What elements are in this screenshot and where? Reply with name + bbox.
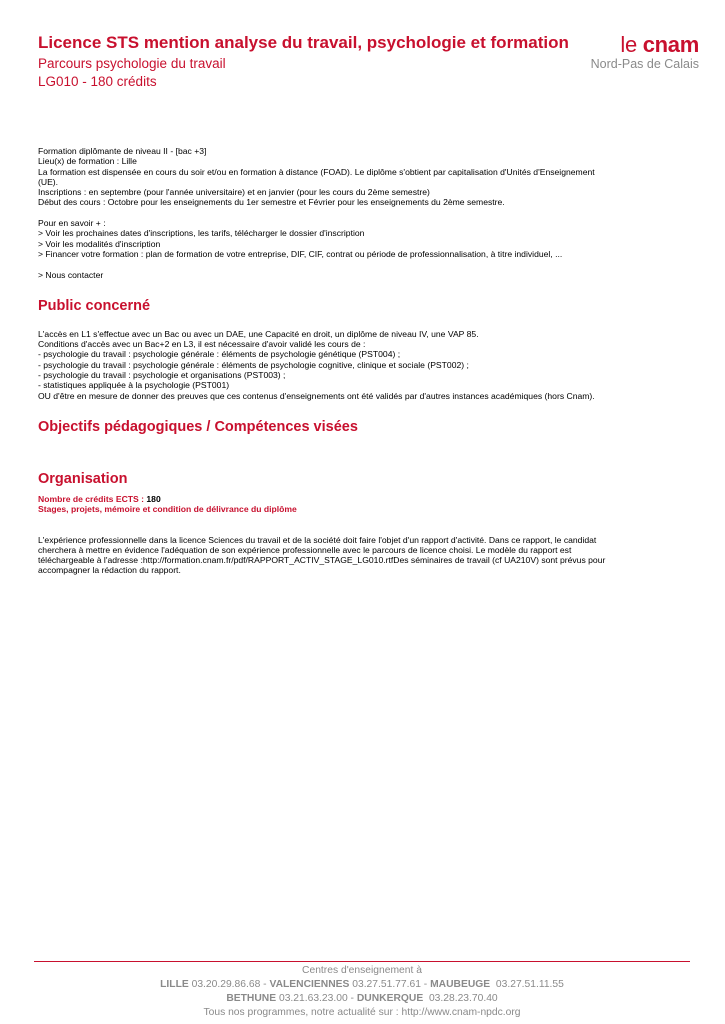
organisation-block xyxy=(38,535,688,576)
page-subtitle-parcours: Parcours psychologie du travail xyxy=(38,56,226,71)
organisation-line: L'expérience professionnelle dans la licence Sciences du travail et de la société doit faire l'objet d'un rapport d'activité. Dans ce rapport, le candidat xyxy=(38,534,597,545)
public-line: - psychologie du travail : psychologie et organisations (PST003) ; xyxy=(38,370,286,381)
footer-tel-lille: 03.20.29.86.68 - xyxy=(188,979,270,990)
link-inscriptions[interactable]: > Voir les prochaines dates d'inscriptions, les tarifs, télécharger le dossier d'inscription xyxy=(38,228,365,239)
footer-centres-heading: Centres d'enseignement à xyxy=(302,965,422,976)
footer-city-lille: LILLE xyxy=(160,979,189,990)
link-financer[interactable]: > Financer votre formation : plan de formation de votre entreprise, DIF, CIF, contrat ou période de professionnalisation, à titre individuel, ... xyxy=(38,248,563,259)
public-block xyxy=(38,329,688,401)
cnam-logo xyxy=(591,34,699,71)
link-modalites[interactable]: > Voir les modalités d'inscription xyxy=(38,238,161,249)
link-contact[interactable]: > Nous contacter xyxy=(38,269,104,280)
footer-contacts-line2 xyxy=(34,992,690,1006)
footer-contacts-line1 xyxy=(34,978,690,992)
intro-block xyxy=(38,146,688,208)
public-line: OU d'être en mesure de donner des preuves que ces contenus d'enseignements ont été validés par d'autres instances académiques (hors Cnam). xyxy=(38,390,595,401)
footer-tel-maubeuge: 03.27.51.11.55 xyxy=(490,979,564,990)
page-subtitle-code: LG010 - 180 crédits xyxy=(38,74,157,89)
footer-city-bethune: BETHUNE xyxy=(226,993,277,1004)
footer-tel-dunkerque: 03.28.23.70.40 xyxy=(423,993,498,1004)
intro-line: (UE). xyxy=(38,176,59,187)
ects-credits xyxy=(38,494,688,504)
cnam-logo-region: Nord-Pas de Calais xyxy=(590,57,699,71)
ects-credits-value: 180 xyxy=(146,493,161,504)
document-body xyxy=(38,146,688,576)
public-line: - statistiques appliquée à la psychologie (PST001) xyxy=(38,380,230,391)
organisation-line: accompagner la rédaction du rapport. xyxy=(38,565,181,576)
footer-city-maubeuge: MAUBEUGE xyxy=(430,979,491,990)
footer-city-valenciennes: VALENCIENNES xyxy=(269,979,350,990)
section-title-objectifs: Objectifs pédagogiques / Compétences visées xyxy=(38,418,358,435)
footer-city-dunkerque: DUNKERQUE xyxy=(356,993,424,1004)
public-line: Conditions d'accès avec un Bac+2 en L3, il est nécessaire d'avoir validé les cours de : xyxy=(38,339,366,350)
intro-line: Formation diplômante de niveau II - [bac +3] xyxy=(38,146,207,156)
footer-tel-valenciennes: 03.27.51.77.61 - xyxy=(349,979,431,990)
intro-line: Lieu(x) de formation : Lille xyxy=(38,156,137,167)
intro-line: Inscriptions : en septembre (pour l'année universitaire) et en janvier (pour les cours du 2ème semestre) xyxy=(38,187,430,198)
cnam-logo-wordmark: le cnam xyxy=(620,32,699,57)
info-links-block xyxy=(38,218,688,259)
page-title: Licence STS mention analyse du travail, psychologie et formation xyxy=(38,33,569,52)
footer-website[interactable]: Tous nos programmes, notre actualité sur : http://www.cnam-npdc.org xyxy=(203,1007,521,1018)
public-line: - psychologie du travail : psychologie générale : éléments de psychologie génétique (PST004) ; xyxy=(38,349,401,360)
page-footer xyxy=(34,961,690,1020)
public-line: L'accès en L1 s'effectue avec un Bac ou avec un DAE, une Capacité en droit, un diplôme de niveau IV, une VAP 85. xyxy=(38,328,479,339)
section-title-organisation: Organisation xyxy=(38,470,128,487)
intro-line: La formation est dispensée en cours du soir et/ou en formation à distance (FOAD). Le diplôme s'obtient par capitalisation d'Unités d'Enseignement xyxy=(38,166,595,177)
info-heading: Pour en savoir + : xyxy=(38,218,106,229)
section-title-public: Public concerné xyxy=(38,297,151,314)
public-line: - psychologie du travail : psychologie générale : éléments de psychologie cognitive, clinique et sociale (PST002) ; xyxy=(38,359,469,370)
organisation-line: téléchargeable à l'adresse :http://formation.cnam.fr/pdf/RAPPORT_ACTIV_STAGE_LG010.rtfDes séminaires de travail (cf UA210V) sont prévus pour xyxy=(38,555,606,566)
intro-line: Début des cours : Octobre pour les enseignements du 1er semestre et Février pour les enseignements du 2ème semestre. xyxy=(38,197,505,208)
organisation-line: cherchera à mettre en évidence l'adéquation de son expérience professionnelle avec le parcours de licence choisi. Le modèle du rapport est xyxy=(38,544,572,555)
footer-tel-bethune: 03.21.63.23.00 - xyxy=(276,993,357,1004)
stages-label: Stages, projets, mémoire et condition de délivrance du diplôme xyxy=(38,504,297,515)
ects-credits-label: Nombre de crédits ECTS : xyxy=(38,493,147,504)
